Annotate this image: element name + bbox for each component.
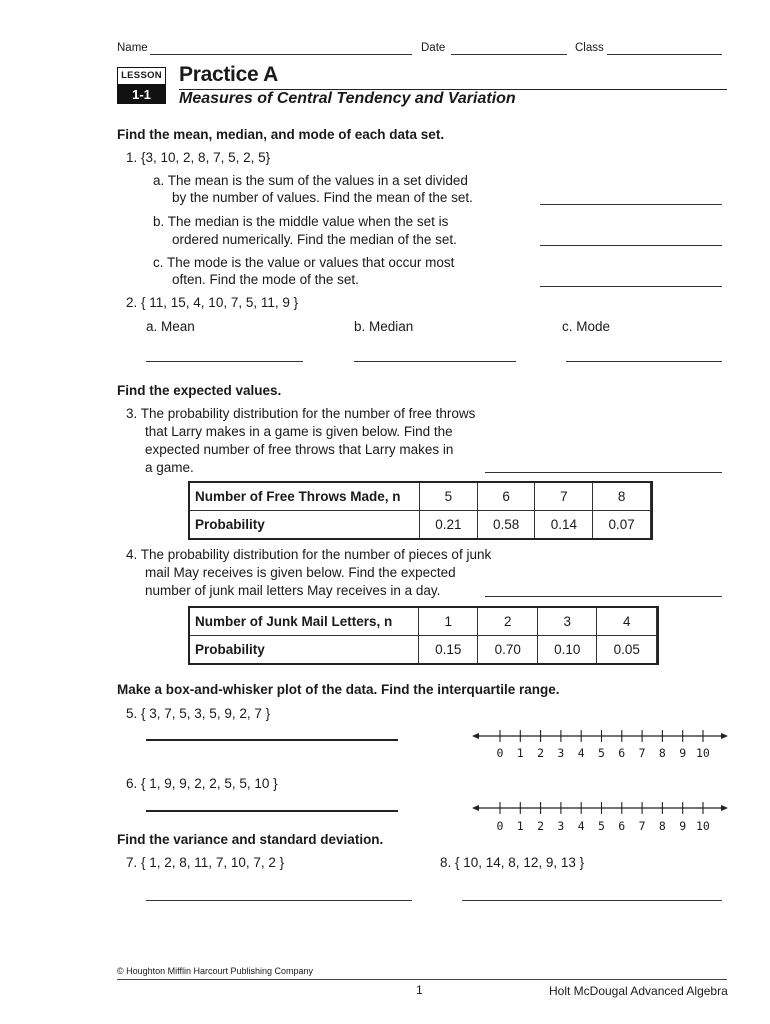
section-heading-box-whisker: Make a box-and-whisker plot of the data. Find the interquartile range.: [117, 682, 560, 697]
q1b-line1: b. The median is the middle value when the set is: [153, 214, 449, 229]
q1a-answer-line[interactable]: [540, 204, 722, 205]
q7-stem: 7. { 1, 2, 8, 11, 7, 10, 7, 2 }: [126, 855, 285, 870]
number-line-label: 6: [618, 819, 626, 833]
table-cell: 0.05: [597, 636, 657, 664]
q4-line1: 4. The probability distribution for the number of pieces of junk: [126, 547, 492, 562]
table-cell: 0.21: [419, 511, 477, 539]
section-heading-expected-values: Find the expected values.: [117, 383, 282, 398]
footer-page-number: 1: [416, 983, 423, 997]
q1a-line2: by the number of values. Find the mean of the set.: [172, 190, 473, 205]
q2c-label: c. Mode: [562, 319, 611, 334]
q4-line3: number of junk mail letters May receives in a day.: [145, 583, 441, 598]
table-header-cell: Number of Free Throws Made, n: [190, 483, 420, 511]
number-line-label: 4: [577, 819, 585, 833]
table-row: [190, 511, 651, 539]
number-line-label: 4: [577, 746, 585, 760]
footer-rule: [117, 979, 727, 980]
table-cell: 4: [597, 608, 657, 636]
number-line-label: 7: [638, 746, 646, 760]
number-line-label: 8: [658, 819, 666, 833]
q4-answer-line[interactable]: [485, 596, 722, 597]
table-header-cell: Number of Junk Mail Letters, n: [190, 608, 419, 636]
q2b-label: b. Median: [354, 319, 414, 334]
q1-stem: 1. {3, 10, 2, 8, 7, 5, 2, 5}: [126, 150, 271, 165]
q2c-answer-line[interactable]: [566, 361, 722, 362]
q3-answer-line[interactable]: [485, 472, 722, 473]
table-cell: 3: [537, 608, 597, 636]
q1c-line1: c. The mode is the value or values that occur most: [153, 255, 455, 270]
q3-line3: expected number of free throws that Larry makes in: [145, 442, 454, 457]
footer-copyright: © Houghton Mifflin Harcourt Publishing Company: [117, 966, 314, 976]
number-line-label: 9: [679, 819, 687, 833]
footer-book-title: Holt McDougal Advanced Algebra: [549, 984, 728, 998]
number-line-label: 3: [557, 819, 565, 833]
number-line-label: 2: [537, 746, 545, 760]
q5-number-line: [470, 727, 732, 747]
name-field[interactable]: [150, 54, 412, 55]
q1c-answer-line[interactable]: [540, 286, 722, 287]
q1a-line1: a. The mean is the sum of the values in a set divided: [153, 173, 468, 188]
table-cell: 0.70: [478, 636, 538, 664]
q5-stem: 5. { 3, 7, 5, 3, 5, 9, 2, 7 }: [126, 706, 271, 721]
q2a-label: a. Mean: [146, 319, 195, 334]
number-line-label: 10: [696, 819, 710, 833]
number-line-label: 1: [516, 819, 524, 833]
table-cell: 0.07: [593, 511, 651, 539]
class-field[interactable]: [607, 54, 722, 55]
q8-answer-line[interactable]: [462, 900, 722, 901]
page-subtitle: Measures of Central Tendency and Variation: [179, 90, 516, 107]
table-header-cell: Probability: [190, 636, 419, 664]
q2b-answer-line[interactable]: [354, 361, 516, 362]
q3-line1: 3. The probability distribution for the number of free throws: [126, 406, 476, 421]
q5-answer-line[interactable]: [146, 739, 398, 741]
q6-answer-line[interactable]: [146, 810, 398, 812]
table-row: [190, 608, 657, 636]
q4-probability-table: [189, 607, 657, 664]
number-line-label: 7: [638, 819, 646, 833]
number-line-label: 1: [516, 746, 524, 760]
number-line-label: 6: [618, 746, 626, 760]
q2a-answer-line[interactable]: [146, 361, 303, 362]
table-row: [190, 483, 651, 511]
name-label: Name: [117, 42, 148, 54]
q8-stem: 8. { 10, 14, 8, 12, 9, 13 }: [440, 855, 585, 870]
section-heading-variance: Find the variance and standard deviation.: [117, 832, 384, 847]
q2-stem: 2. { 11, 15, 4, 10, 7, 5, 11, 9 }: [126, 295, 299, 310]
q3-line4: a game.: [145, 460, 194, 475]
date-label: Date: [421, 42, 446, 54]
number-line-label: 5: [598, 819, 605, 833]
number-line-label: 0: [496, 746, 504, 760]
q6-stem: 6. { 1, 9, 9, 2, 2, 5, 5, 10 }: [126, 776, 278, 791]
table-cell: 0.58: [477, 511, 535, 539]
table-cell: 5: [419, 483, 477, 511]
table-cell: 1: [418, 608, 478, 636]
q4-line2: mail May receives is given below. Find the expected: [145, 565, 456, 580]
number-line-label: 10: [696, 746, 710, 760]
table-cell: 0.10: [537, 636, 597, 664]
table-cell: 8: [593, 483, 651, 511]
q1c-line2: often. Find the mode of the set.: [172, 272, 359, 287]
page-title: Practice A: [179, 63, 278, 86]
class-label: Class: [575, 42, 604, 54]
number-line-axis: [472, 805, 728, 811]
date-field[interactable]: [451, 54, 567, 55]
number-line-label: 9: [679, 746, 687, 760]
table-cell: 0.14: [535, 511, 593, 539]
q6-number-line: [470, 799, 732, 819]
q1b-line2: ordered numerically. Find the median of the set.: [172, 232, 457, 247]
lesson-badge: [117, 67, 166, 104]
table-cell: 6: [477, 483, 535, 511]
table-row: [190, 636, 657, 664]
section-heading-central-tendency: Find the mean, median, and mode of each data set.: [117, 127, 445, 142]
number-line-label: 8: [658, 746, 666, 760]
number-line-label: 2: [537, 819, 545, 833]
lesson-badge-word: LESSON: [117, 67, 166, 85]
table-cell: 2: [478, 608, 538, 636]
number-line-label: 3: [557, 746, 565, 760]
number-line-label: 5: [598, 746, 605, 760]
table-cell: 7: [535, 483, 593, 511]
q1b-answer-line[interactable]: [540, 245, 722, 246]
q7-answer-line[interactable]: [146, 900, 412, 901]
q3-probability-table: [189, 482, 651, 539]
number-line-axis: [472, 733, 728, 739]
lesson-badge-number: 1-1: [117, 85, 166, 104]
table-cell: 0.15: [418, 636, 478, 664]
table-header-cell: Probability: [190, 511, 420, 539]
q3-line2: that Larry makes in a game is given below. Find the: [145, 424, 453, 439]
number-line-label: 0: [496, 819, 504, 833]
